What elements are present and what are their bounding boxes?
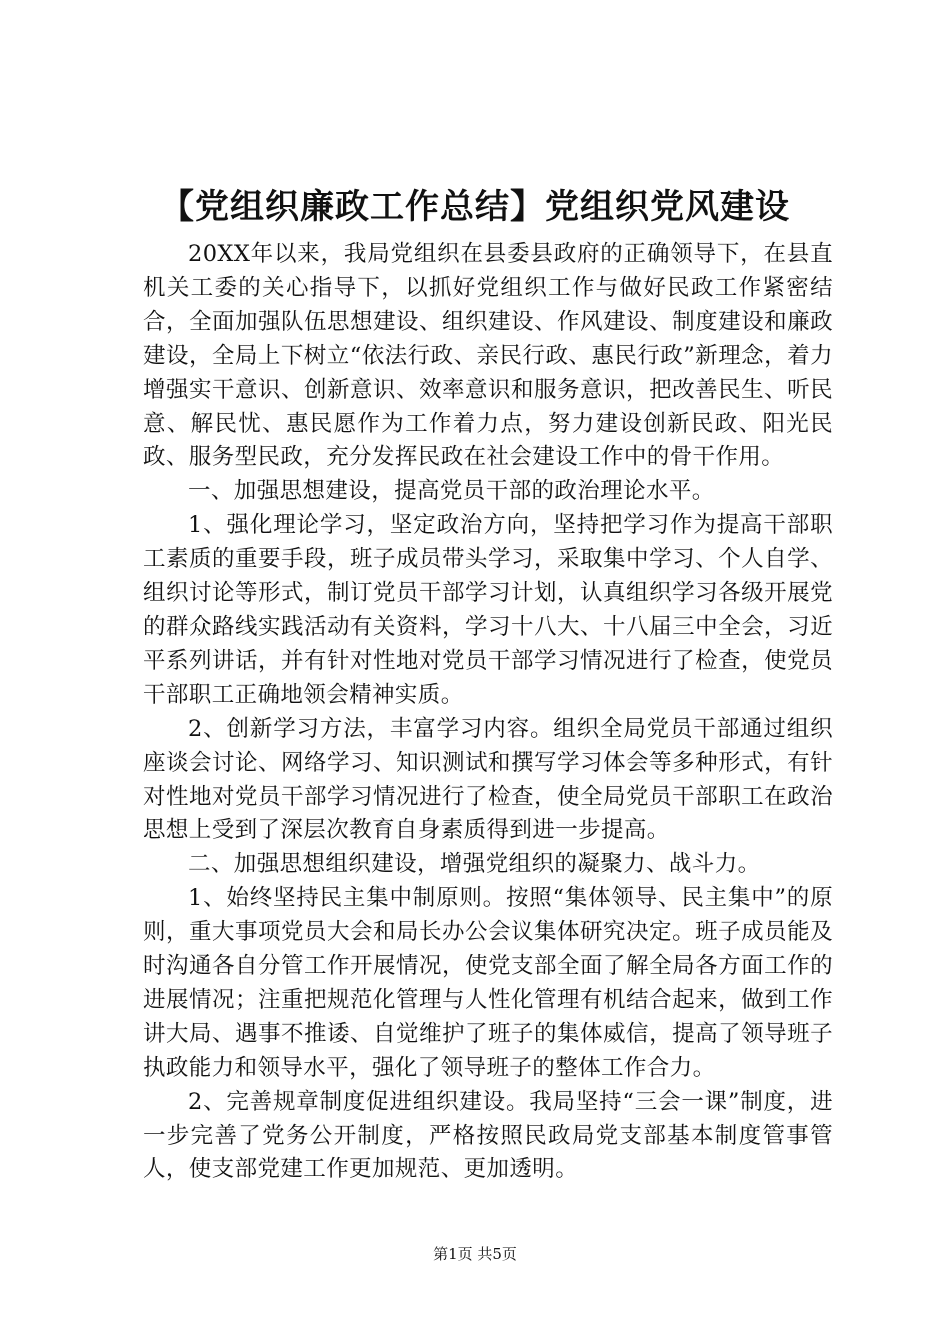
paragraph-2-2: 2、完善规章制度促进组织建设。我局坚持“三会一课”制度，进一步完善了党务公开制度，严格按照民政局党支部基本制度管事管人，使支部党建工作更加规范、更加透明。	[143, 1088, 833, 1183]
section-heading-2: 二、加强思想组织建设，增强党组织的凝聚力、战斗力。	[188, 851, 761, 878]
document-title: 【党组织廉政工作总结】党组织党风建设	[160, 187, 790, 227]
paragraph-1-2: 2、创新学习方法，丰富学习内容。组织全局党员干部通过组织座谈会讨论、网络学习、知识测试和撰写学习体会等多种形式，有针对性地对党员干部学习情况进行了检查，使全局党员干部职工在政治思想上受到了深层次教育自身素质得到进一步提高。	[143, 715, 833, 844]
paragraph-2-1: 1、始终坚持民主集中制原则。按照“集体领导、民主集中”的原则，重大事项党员大会和局长办公会议集体研究决定。班子成员能及时沟通各自分管工作开展情况，使党支部全面了解全局各方面工作的进展情况；注重把规范化管理与人性化管理有机结合起来，做到工作讲大局、遇事不推诿、自觉维护了班子的集体威信，提高了领导班子执政能力和领导水平，强化了领导班子的整体工作合力。	[143, 885, 833, 1081]
paragraph-1-1: 1、强化理论学习，坚定政治方向，坚持把学习作为提高干部职工素质的重要手段，班子成员带头学习，采取集中学习、个人自学、组织讨论等形式，制订党员干部学习计划，认真组织学习各级开展党的群众路线实践活动有关资料，学习十八大、十八届三中全会，习近平系列讲话，并有针对性地对党员干部学习情况进行了检查，使党员干部职工正确地领会精神实质。	[143, 512, 833, 708]
page-number-footer: 第1页 共5页	[433, 1245, 517, 1263]
paragraph-intro: 20XX年以来，我局党组织在县委县政府的正确领导下，在县直机关工委的关心指导下，以抓好党组织工作与做好民政工作紧密结合，全面加强队伍思想建设、组织建设、作风建设、制度建设和廉政建设，全局上下树立“依法行政、亲民行政、惠民行政”新理念，着力增强实干意识、创新意识、效率意识和服务意识，把改善民生、听民意、解民忧、惠民愿作为工作着力点，努力建设创新民政、阳光民政、服务型民政，充分发挥民政在社会建设工作中的骨干作用。	[143, 241, 833, 471]
section-heading-1: 一、加强思想建设，提高党员干部的政治理论水平。	[188, 478, 715, 505]
document-body	[143, 238, 833, 1187]
